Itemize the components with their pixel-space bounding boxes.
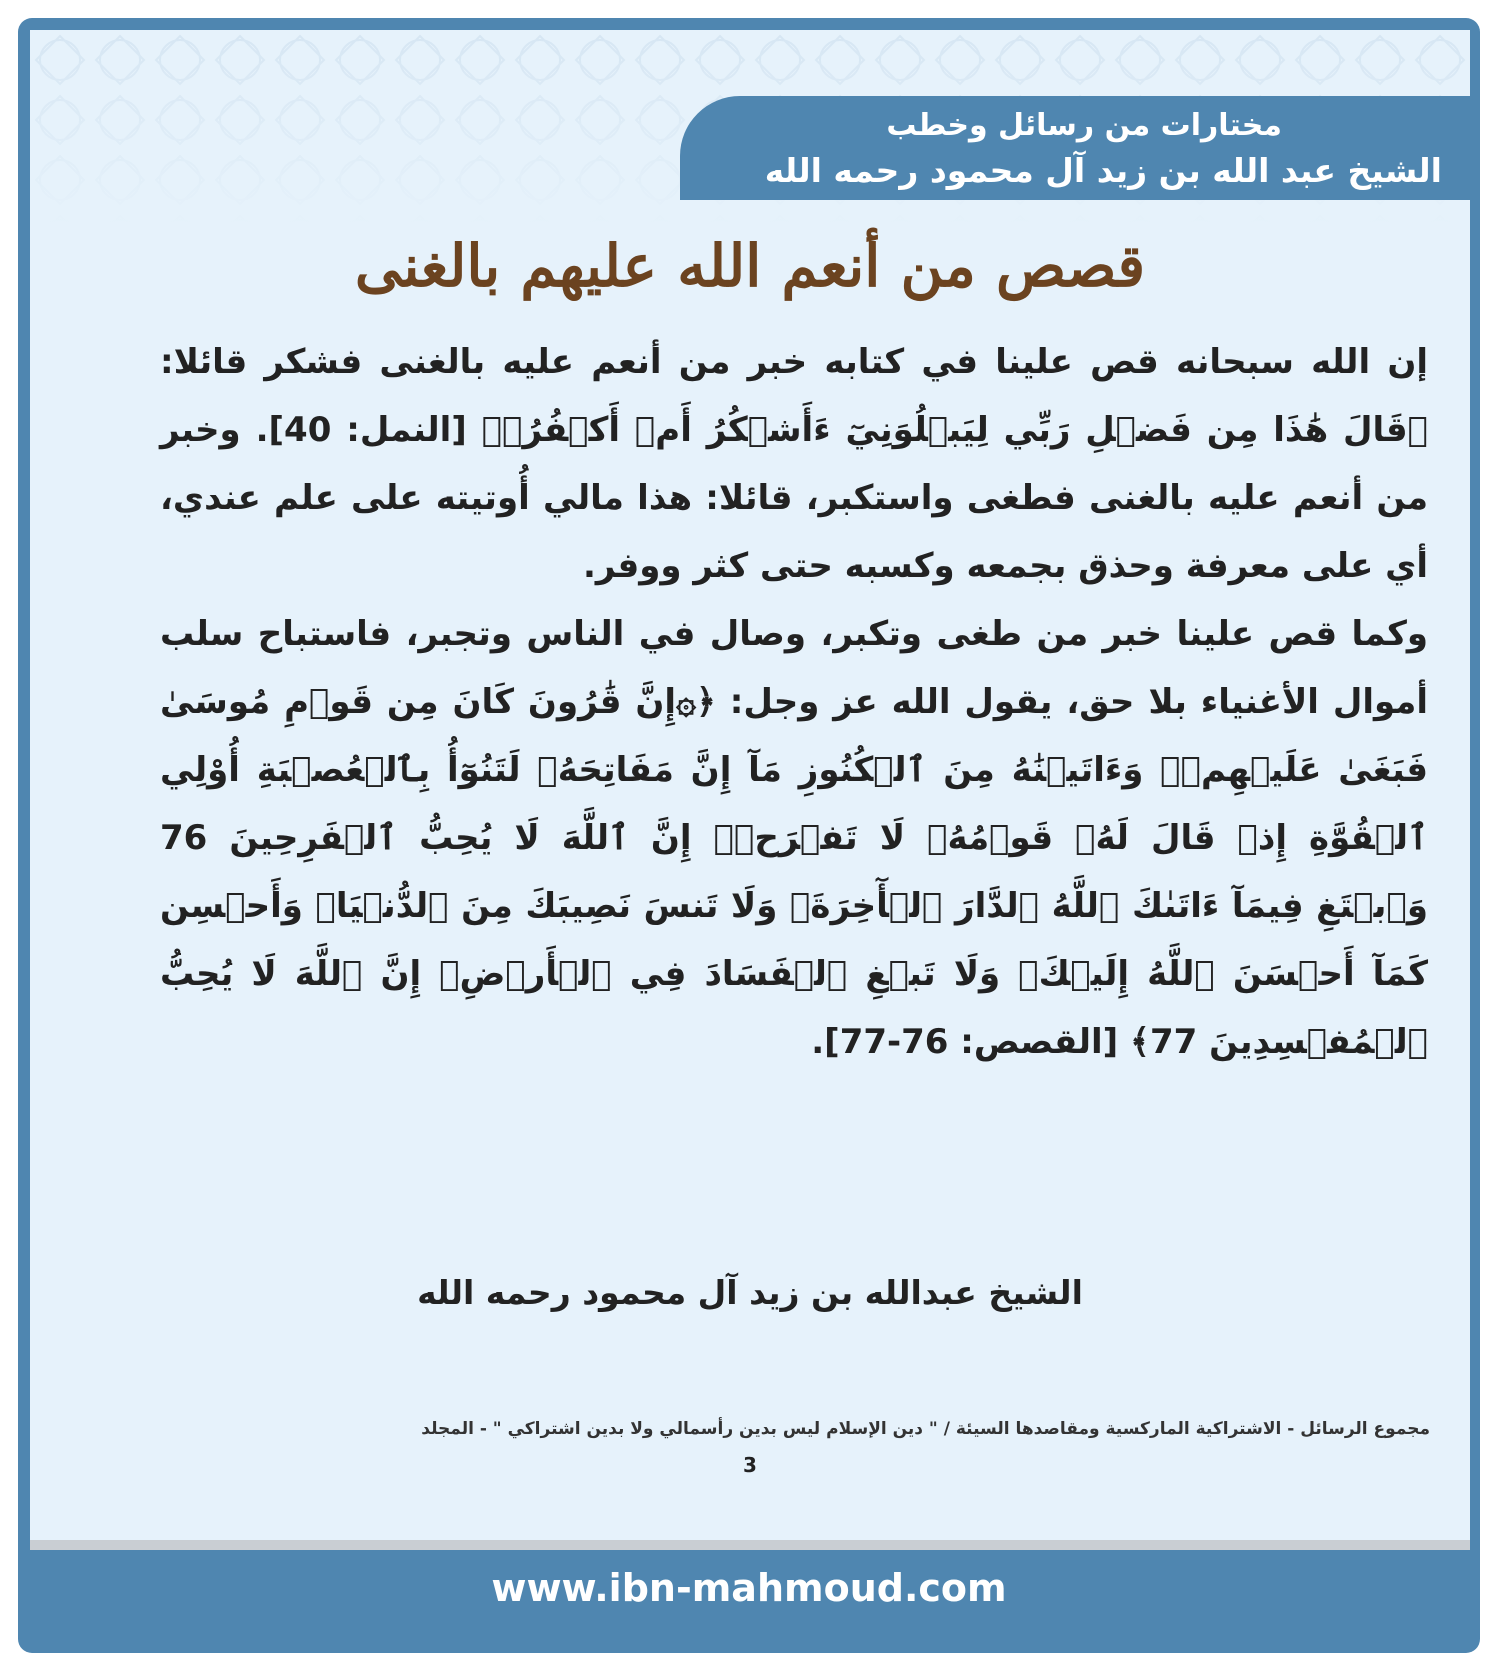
footer-url-link[interactable]: www.ibn-mahmoud.com [491,1566,1007,1610]
header-author: الشيخ عبد الله بن زيد آل محمود رحمه الله [764,151,1442,190]
header-subtitle: مختارات من رسائل وخطب [886,108,1282,143]
paragraph-2: وكما قص علينا خبر من طغى وتكبر، وصال في الناس وتجبر، فاستباح سلب أموال الأغنياء بلا حق، يقول الله عز وجل: ﴿۞إِنَّ قَٰرُونَ كَانَ مِن قَوۡمِ مُوسَىٰ فَبَغَىٰ عَلَيۡهِمۡۖ وَءَاتَيۡنَٰهُ مِنَ ٱلۡكُنُوزِ مَآ إِنَّ مَفَاتِحَهُۥ لَتَنُوٓأُ بِٱلۡعُصۡبَةِ أُوْلِي ٱلۡقُوَّةِ إِذۡ قَالَ لَهُۥ قَوۡمُهُۥ لَا تَفۡرَحۡۖ إِنَّ ٱللَّهَ لَا يُحِبُّ ٱلۡفَرِحِينَ 76 وَٱبۡتَغِ فِيمَآ ءَاتَىٰكَ ٱللَّهُ ٱلدَّارَ ٱلۡأٓخِرَةَۖ وَلَا تَنسَ نَصِيبَكَ مِنَ ٱلدُّنۡيَاۖ وَأَحۡسِن كَمَآ أَحۡسَنَ ٱللَّهُ إِلَيۡكَۖ وَلَا تَبۡغِ ٱلۡفَسَادَ فِي ٱلۡأَرۡضِۖ إِنَّ ٱللَّهَ لَا يُحِبُّ ٱلۡمُفۡسِدِينَ 77﴾ [القصص: 76-77]. [160,614,1428,1062]
page-frame [18,18,1480,1653]
paragraph-1: إن الله سبحانه قص علينا في كتابه خبر من أنعم عليه بالغنى فشكر قائلا: ﴿قَالَ هَٰذَا مِن فَضۡلِ رَبِّي لِيَبۡلُوَنِيٓ ءَأَشۡكُرُ أَمۡ أَكۡفُرُۖ﴾ [النمل: 40]. وخبر من أنعم عليه بالغنى فطغى واستكبر، قائلا: هذا مالي أُوتيته على علم عندي، أي على معرفة وحذق بجمعه وكسبه حتى كثر ووفر. [160,342,1428,586]
article-body [160,328,1428,1076]
page-title: قصص من أنعم الله عليهم بالغنى [354,232,1146,300]
header-banner [680,96,1470,200]
page-number: 3 [743,1453,757,1477]
divider [30,1540,1470,1550]
author-signature: الشيخ عبدالله بن زيد آل محمود رحمه الله [417,1273,1083,1312]
content-card [30,30,1470,1550]
source-reference: مجموع الرسائل - الاشتراكية الماركسية ومقاصدها السيئة / " دين الإسلام ليس بدين رأسمالي ولا بدين اشتراكي " - المجلد [421,1419,1430,1439]
